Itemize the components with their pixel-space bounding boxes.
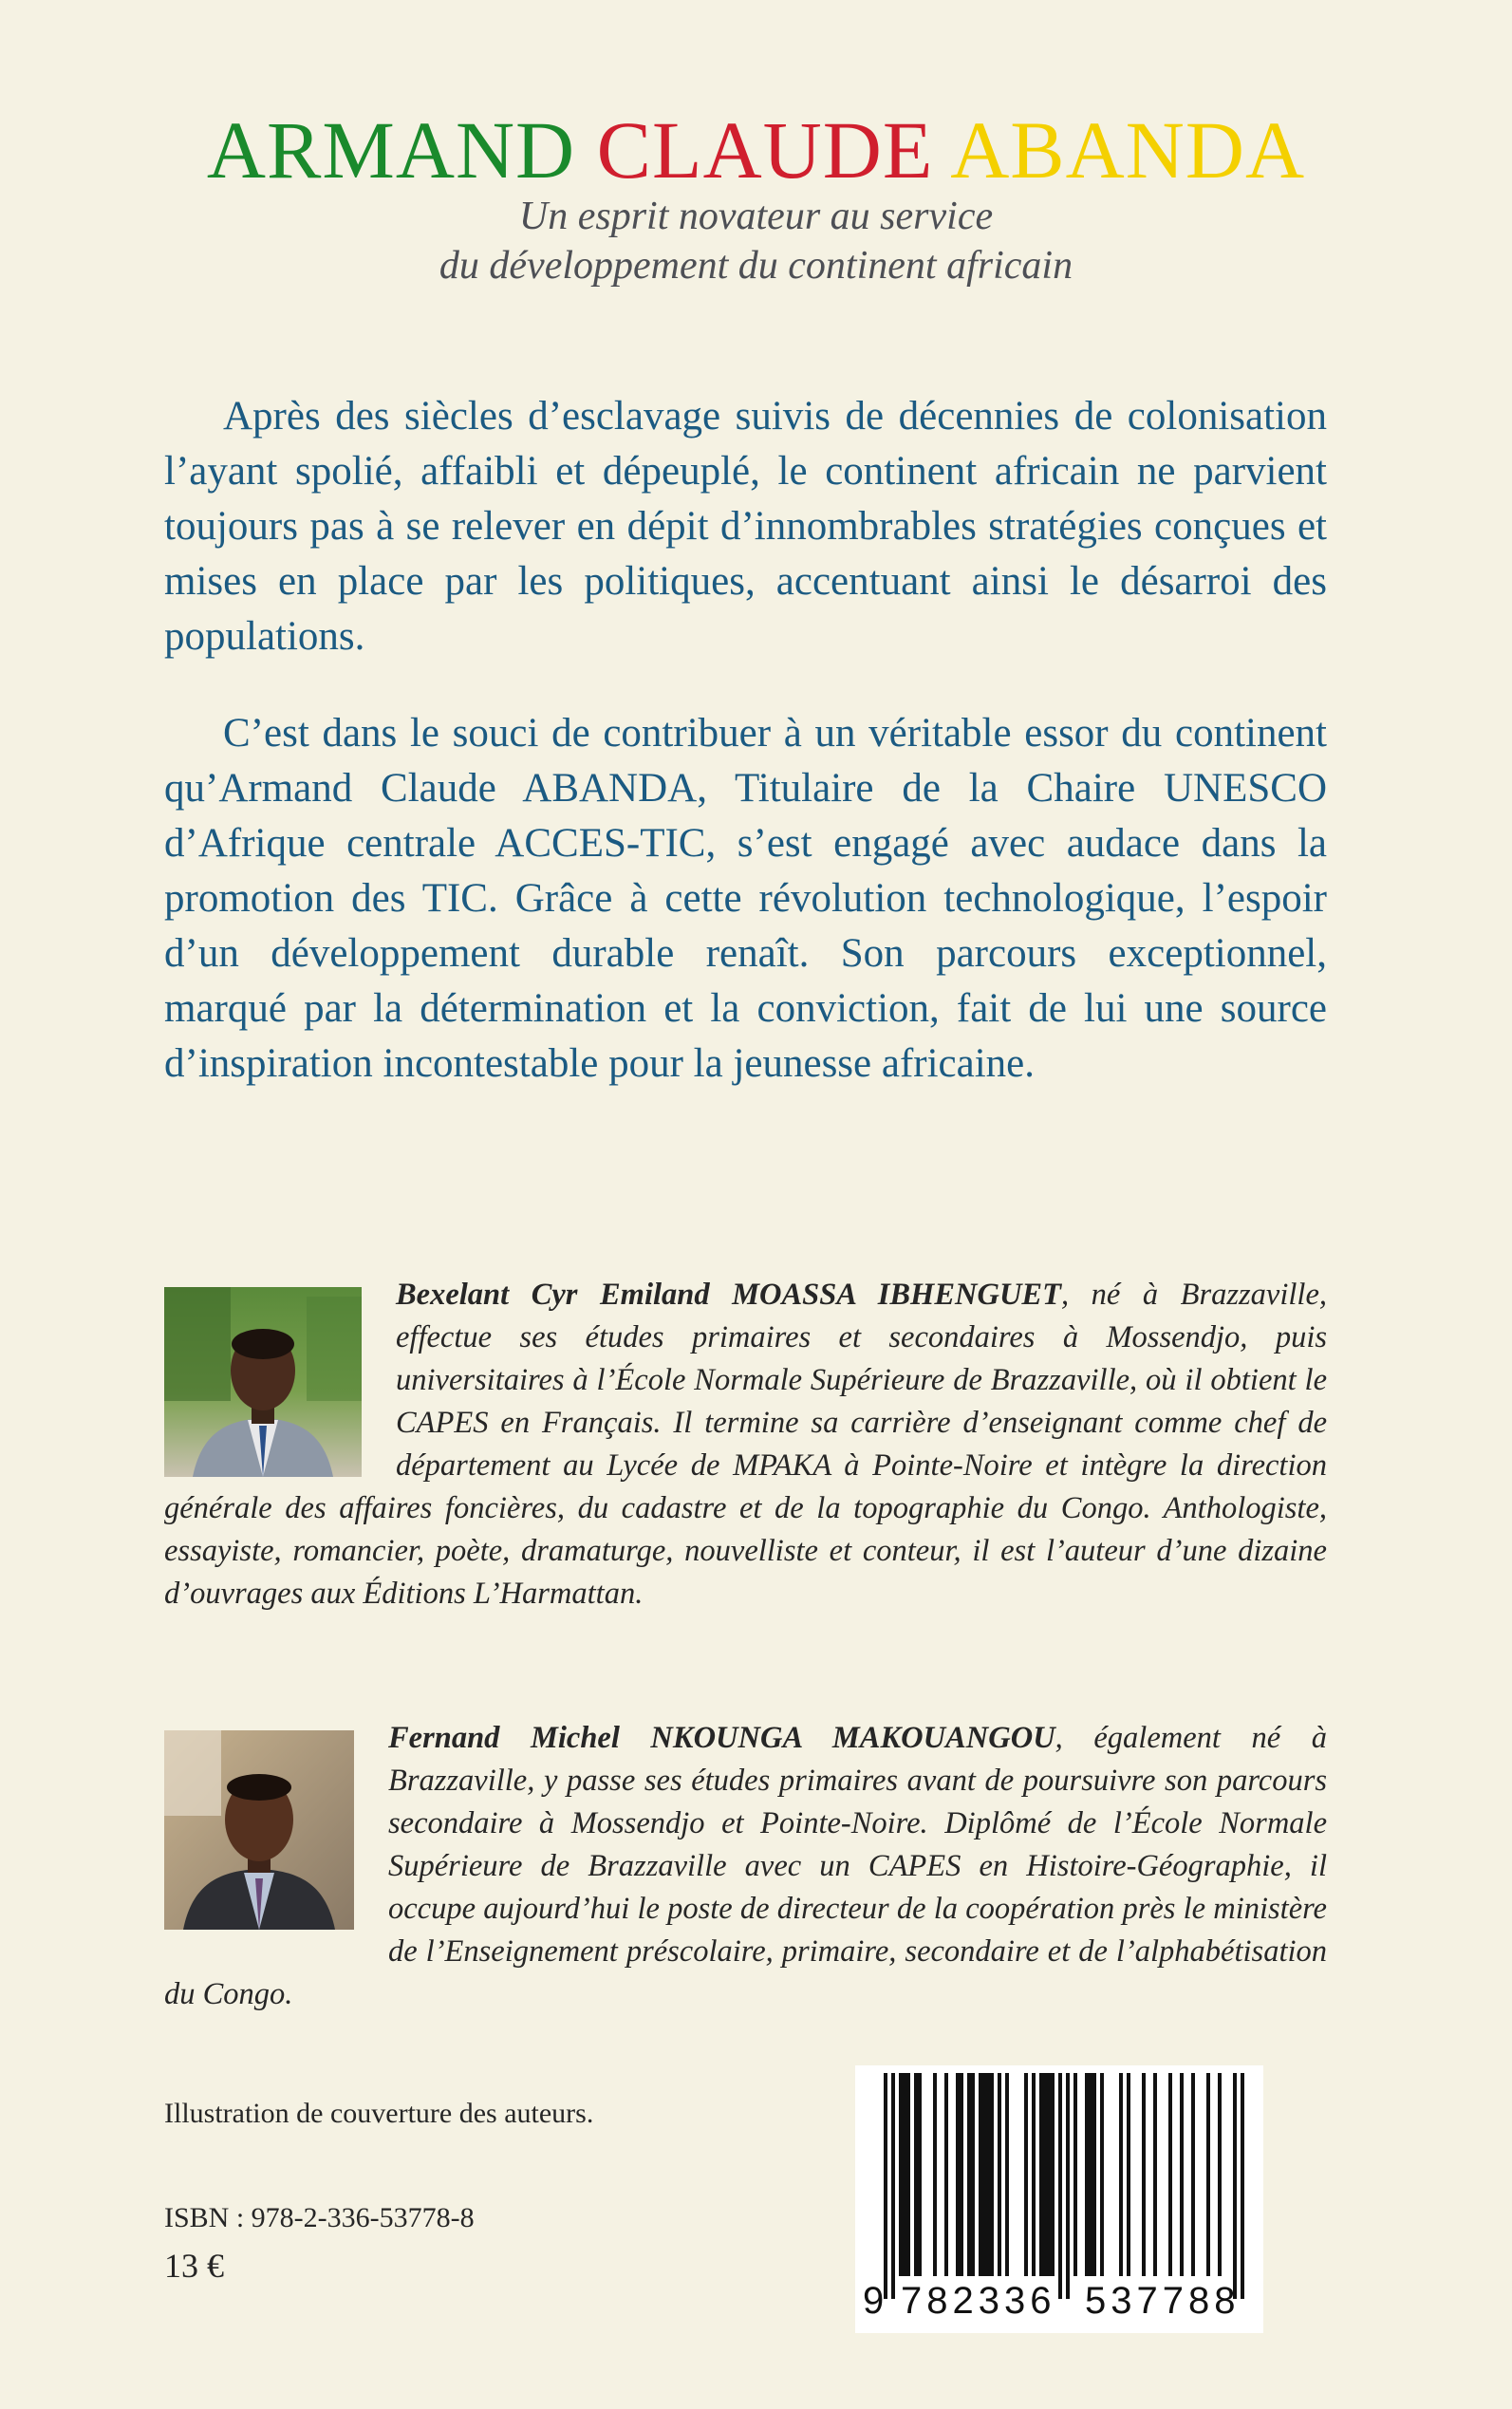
barcode-bar bbox=[1024, 2073, 1028, 2276]
book-subtitle bbox=[0, 192, 1512, 290]
barcode-bar bbox=[944, 2073, 948, 2276]
barcode-bar bbox=[986, 2073, 990, 2276]
barcode-first-digit: 9 bbox=[863, 2280, 885, 2322]
barcode-bar bbox=[1047, 2073, 1051, 2276]
author-photo-2 bbox=[164, 1730, 354, 1930]
blurb-paragraph-2-text: C’est dans le souci de contribuer à un véritable essor du continent qu’Armand Claude ABANDA, Titulaire de la Chaire UNESCO d’Afrique centrale ACCES-TIC, s’est engagé avec audace dans la promotion des TIC. Grâce à cette révolution technologique, l’espoir d’un développement durable renaît. Son parcours exceptionnel, marqué par la détermination et la conviction, fait de lui une source d’inspiration incontestable pour la jeunesse africaine. bbox=[164, 711, 1327, 1086]
barcode-bar bbox=[979, 2073, 982, 2276]
barcode-bar bbox=[1127, 2073, 1130, 2276]
subtitle-line-2: du développement du continent africain bbox=[439, 244, 1073, 288]
barcode-bar bbox=[998, 2073, 1001, 2276]
barcode-bar bbox=[1168, 2073, 1172, 2276]
barcode-bar bbox=[967, 2073, 971, 2276]
barcode-digits bbox=[855, 2280, 1263, 2327]
barcode-bar bbox=[884, 2073, 887, 2299]
author-1-bio-text: , né à Brazzaville, effectue ses études primaires et secondaires à Mossendjo, puis universitaires à l’École Normale Supérieure de Brazzaville, où il obtient le CAPES en Français. Il termine sa carrière d’enseignant comme chef de département au Lycée de MPAKA à Pointe-Noire et intègre la direction générale des affaires foncières, du cadastre et de la topographie du Congo. Anthologiste, essayiste, romancier, poète, dramaturge, nouvelliste et conteur, il est l’auteur d’une dizaine d’ouvrages aux Éditions L’Harmattan. bbox=[164, 1278, 1327, 1611]
barcode-bar bbox=[1241, 2073, 1244, 2299]
barcode-left-group: 782336 bbox=[901, 2280, 1056, 2322]
blurb-paragraph-2 bbox=[164, 706, 1327, 1092]
barcode-bar bbox=[1180, 2073, 1184, 2276]
barcode-bar bbox=[1206, 2073, 1210, 2276]
author-2-bio-text: , également né à Brazzaville, y passe ses études primaires avant de poursuivre son parcours secondaire à Mossendjo et Pointe-Noire. Diplômé de l’École Normale Supérieure de Brazzaville avec un CAPES en Histoire-Géographie, il occupe aujourd’hui le poste de directeur de la coopération près le ministère de l’Enseignement préscolaire, primaire, secondaire et de l’alphabétisation du Congo. bbox=[164, 1721, 1327, 2011]
barcode-bar bbox=[1005, 2073, 1009, 2276]
barcode-bar bbox=[1085, 2073, 1089, 2276]
title-word-armand: ARMAND bbox=[206, 104, 576, 196]
barcode-bar bbox=[1153, 2073, 1157, 2276]
barcode-bar bbox=[1039, 2073, 1043, 2276]
subtitle-line-1: Un esprit novateur au service bbox=[518, 195, 994, 238]
blurb-paragraph-1 bbox=[164, 389, 1327, 664]
author-bio-2 bbox=[164, 1717, 1327, 2016]
barcode-bar bbox=[990, 2073, 994, 2276]
barcode-bar bbox=[1233, 2073, 1237, 2299]
barcode-bar bbox=[1119, 2073, 1123, 2276]
barcode-bar bbox=[1142, 2073, 1146, 2276]
barcode-bar bbox=[933, 2073, 937, 2276]
blurb-paragraph-1-text: Après des siècles d’esclavage suivis de décennies de colonisation l’ayant spolié, affaibli et dépeuplé, le continent africain ne parvient toujours pas à se relever en dépit d’innombrables stratégies conçues et mises en place par les politiques, accentuant ainsi le désarroi des populations. bbox=[164, 394, 1327, 659]
barcode-bar bbox=[891, 2073, 895, 2299]
barcode bbox=[855, 2065, 1263, 2333]
author-photo-1 bbox=[164, 1287, 362, 1477]
barcode-bar bbox=[1043, 2073, 1047, 2276]
cover-illustration-credit: Illustration de couverture des auteurs. bbox=[164, 2098, 594, 2129]
barcode-right-group: 537788 bbox=[1085, 2280, 1241, 2322]
barcode-bar bbox=[914, 2073, 918, 2276]
barcode-bar bbox=[1191, 2073, 1195, 2276]
barcode-bar bbox=[1073, 2073, 1077, 2276]
author-1-name: Bexelant Cyr Emiland MOASSA IBHENGUET bbox=[396, 1278, 1061, 1312]
book-title bbox=[0, 103, 1512, 197]
barcode-bar bbox=[1058, 2073, 1062, 2299]
barcode-bar bbox=[1032, 2073, 1036, 2276]
barcode-bar bbox=[1218, 2073, 1222, 2276]
isbn: ISBN : 978-2-336-53778-8 bbox=[164, 2202, 475, 2233]
barcode-bar bbox=[982, 2073, 986, 2276]
author-2-name: Fernand Michel NKOUNGA MAKOUANGOU bbox=[388, 1721, 1055, 1755]
barcode-bar bbox=[899, 2073, 903, 2276]
author-bio-1 bbox=[164, 1274, 1327, 1615]
barcode-bar bbox=[903, 2073, 906, 2276]
barcode-bar bbox=[1089, 2073, 1092, 2276]
barcode-bar bbox=[1051, 2073, 1055, 2276]
barcode-bar bbox=[1092, 2073, 1096, 2276]
barcode-bar bbox=[1100, 2073, 1104, 2276]
barcode-bar bbox=[1066, 2073, 1070, 2299]
barcode-bar bbox=[918, 2073, 922, 2276]
barcode-bar bbox=[960, 2073, 963, 2276]
barcode-bar bbox=[971, 2073, 975, 2276]
title-word-abanda: ABANDA bbox=[950, 104, 1306, 196]
barcode-bar bbox=[956, 2073, 960, 2276]
price: 13 € bbox=[164, 2247, 224, 2285]
title-word-claude: CLAUDE bbox=[596, 104, 934, 196]
barcode-bar bbox=[906, 2073, 910, 2276]
